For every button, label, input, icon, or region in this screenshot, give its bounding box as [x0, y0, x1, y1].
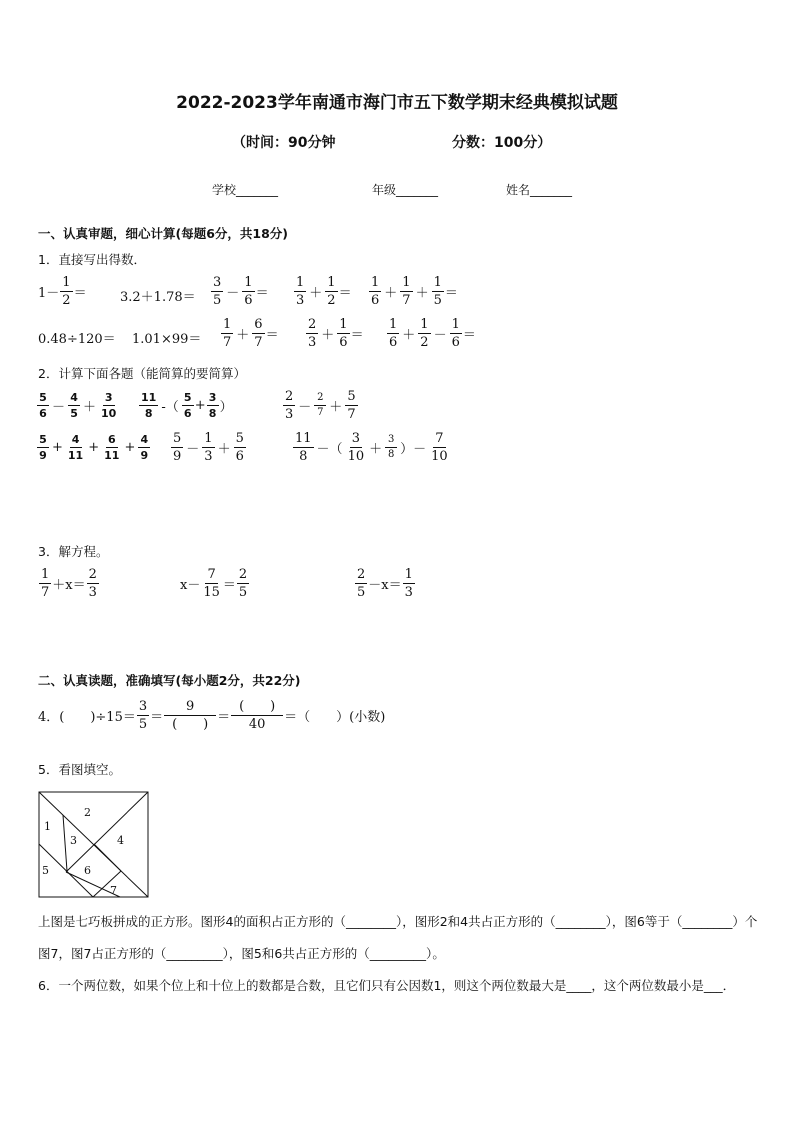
- denominator: 6: [183, 407, 192, 420]
- equals: ＝: [265, 328, 279, 343]
- denominator: 11: [67, 449, 84, 462]
- numerator: 3: [213, 275, 222, 290]
- numerator-blank[interactable]: ( ): [231, 700, 283, 716]
- denominator: 8: [208, 407, 217, 420]
- equals: ＝: [217, 710, 231, 725]
- numerator: 11: [295, 431, 312, 446]
- numerator: 5: [37, 392, 49, 406]
- denominator: 3: [296, 293, 305, 308]
- fraction: [314, 393, 326, 418]
- q1-expr-4: [293, 276, 352, 307]
- fraction: [346, 432, 367, 463]
- q1-expr-10: [386, 318, 476, 349]
- fraction: [171, 432, 183, 463]
- page-title: 2022-2023学年南通市海门市五下数学期末经典模拟试题: [176, 93, 618, 113]
- fraction: [139, 392, 158, 419]
- numerator: 3: [138, 699, 148, 714]
- operator: ＋: [415, 286, 429, 301]
- operator: ＋: [402, 328, 416, 343]
- operator: +: [124, 440, 136, 455]
- denominator: 2: [420, 335, 429, 350]
- fraction: [418, 318, 430, 349]
- numerator: 1: [62, 275, 71, 290]
- numerator: 3: [207, 392, 219, 406]
- school-field[interactable]: 学校_______: [212, 183, 279, 197]
- numerator: 1: [244, 275, 253, 290]
- operator: +: [52, 440, 63, 455]
- fraction: [242, 276, 254, 307]
- equals: ＝: [444, 286, 458, 301]
- operator: +: [194, 398, 206, 413]
- equals: ＝: [255, 286, 269, 301]
- operator: －: [186, 442, 200, 457]
- fraction: [221, 318, 233, 349]
- operator: ＋: [236, 328, 250, 343]
- fraction: [450, 318, 462, 349]
- numerator: 3: [385, 435, 397, 448]
- denominator: 3: [285, 407, 294, 422]
- operator: ＋: [384, 286, 398, 301]
- denominator: 8: [387, 449, 395, 460]
- denominator: 9: [39, 449, 47, 462]
- fraction: [182, 392, 194, 419]
- denominator: 10: [101, 407, 117, 420]
- q1-expr-2: [120, 286, 196, 305]
- equals: ＝: [150, 710, 164, 725]
- figure-label-5: 5: [42, 864, 49, 877]
- denominator: 9: [140, 449, 149, 462]
- fraction: [337, 318, 349, 349]
- denominator: 8: [299, 449, 308, 464]
- fraction: [137, 700, 149, 731]
- numerator: 5: [182, 392, 194, 406]
- fraction: [306, 318, 318, 349]
- denominator: 3: [204, 449, 213, 464]
- denominator: 2: [327, 293, 336, 308]
- fraction: [294, 276, 306, 307]
- numerator: 1: [204, 431, 213, 446]
- numerator: 1: [402, 275, 411, 290]
- numerator: 3: [103, 392, 115, 406]
- question-5-label: 5．看图填空。: [38, 762, 121, 777]
- operator: +: [88, 440, 100, 455]
- denominator: 11: [104, 449, 120, 462]
- numerator: 2: [238, 567, 248, 582]
- denominator: 7: [317, 407, 324, 418]
- denominator: 6: [451, 335, 460, 350]
- equals: ＝: [462, 328, 476, 343]
- numerator: 5: [347, 389, 356, 404]
- fraction: [102, 434, 121, 461]
- figure-label-2: 2: [84, 806, 91, 819]
- q2-expr-4: [36, 434, 151, 461]
- fraction: [60, 276, 72, 307]
- numerator: 2: [308, 317, 317, 332]
- denominator: 5: [70, 407, 78, 420]
- equals: ＝: [338, 286, 352, 301]
- figure-label-7: 7: [110, 884, 117, 897]
- numerator: 7: [207, 567, 216, 582]
- numerator: 1: [433, 275, 442, 290]
- numerator: 5: [37, 434, 49, 448]
- fraction: [387, 318, 399, 349]
- q2-expr-6: [292, 432, 451, 463]
- fraction: [202, 432, 214, 463]
- tangram-figure: [38, 791, 150, 899]
- numerator: 2: [285, 389, 294, 404]
- section-2-heading: 二、认真读题，准确填写(每小题2分，共22分): [38, 673, 301, 688]
- fraction: [87, 568, 99, 599]
- numerator: 7: [435, 431, 444, 446]
- numerator: 11: [141, 391, 157, 404]
- figure-label-1: 1: [44, 820, 51, 833]
- equals: ＝: [73, 286, 87, 301]
- numerator: 1: [389, 317, 398, 332]
- time-label: （时间：90分钟: [232, 135, 336, 151]
- fraction: [234, 432, 246, 463]
- denominator: 9: [173, 449, 182, 464]
- q1-e7-text: 1.01×99＝: [132, 332, 202, 347]
- q1-expr-9: [305, 318, 364, 349]
- fraction: [432, 276, 444, 307]
- paren-close: ）: [219, 400, 233, 415]
- question-1-label: 1．直接写出得数．: [38, 252, 146, 267]
- section-1-heading: 一、认真审题，细心计算(每题6分，共18分): [38, 226, 289, 241]
- numerator: 4: [138, 434, 150, 448]
- tangram-line: [66, 792, 148, 872]
- denominator: 6: [235, 449, 244, 464]
- denominator: 7: [347, 407, 356, 422]
- q1-expr-1: [38, 276, 87, 307]
- question-2-label: 2．计算下面各题（能简算的要简算）: [38, 366, 246, 381]
- fraction: [39, 568, 51, 599]
- name-field[interactable]: 姓名_______: [506, 183, 573, 197]
- fraction: [385, 435, 397, 460]
- operator: ＋: [83, 400, 97, 415]
- question-3-label: 3．解方程。: [38, 544, 109, 559]
- denominator: 5: [138, 717, 148, 732]
- fraction: [237, 568, 249, 599]
- numerator: 6: [254, 317, 263, 332]
- q2-expr-3: [282, 390, 359, 421]
- operator: －（: [316, 442, 343, 457]
- tangram-line: [63, 815, 67, 871]
- q1-expr-7: [132, 328, 201, 347]
- equation-prefix: x－: [180, 578, 201, 593]
- fraction: [138, 434, 150, 461]
- operator: －: [298, 400, 312, 415]
- numerator: 1: [41, 567, 50, 582]
- operator: ＋: [217, 442, 231, 457]
- q3-equation-2: [180, 568, 250, 599]
- fraction: [369, 276, 381, 307]
- denominator-blank[interactable]: ( ): [172, 717, 209, 732]
- operator: ＋: [321, 328, 335, 343]
- denominator: 8: [144, 407, 153, 420]
- equation-middle: －x＝: [368, 578, 402, 593]
- denominator: 15: [203, 585, 220, 600]
- q4-suffix: ＝（ ）(小数): [284, 710, 386, 725]
- denominator: 10: [431, 449, 448, 464]
- figure-label-6: 6: [84, 864, 91, 877]
- numerator: 5: [173, 431, 182, 446]
- numerator: 1: [371, 275, 380, 290]
- fraction: [293, 432, 314, 463]
- q1-expr-3: [210, 276, 269, 307]
- question-5-text: 上图是七巧板拼成的正方形。图形4的面积占正方形的（________），图形2和4共占正方形的（________），图6等于（________）个图7，图7占正方形的（_________），图5和6共占正方形的（_________）。: [38, 914, 758, 961]
- fraction: [355, 568, 367, 599]
- operator: －: [52, 400, 66, 415]
- fraction: [37, 392, 49, 419]
- denominator: 5: [433, 293, 442, 308]
- numerator: 1: [339, 317, 348, 332]
- q2-expr-5: [170, 432, 247, 463]
- figure-label-4: 4: [117, 834, 124, 847]
- numerator: 5: [235, 431, 244, 446]
- denominator: 3: [88, 585, 97, 600]
- fraction: [345, 390, 357, 421]
- denominator: 7: [41, 585, 50, 600]
- denominator: 2: [62, 293, 71, 308]
- numerator: 4: [70, 434, 82, 448]
- q1-expr-6: [38, 328, 116, 347]
- q2-expr-1: [36, 392, 119, 419]
- equation-middle: ＋x＝: [52, 578, 86, 593]
- numerator: 1: [420, 317, 429, 332]
- fraction: [403, 568, 415, 599]
- denominator: 6: [39, 407, 47, 420]
- operator: -（: [161, 400, 179, 415]
- fraction: [325, 276, 337, 307]
- numerator: 2: [88, 567, 97, 582]
- numerator: 2: [357, 567, 366, 582]
- operator: ＋: [369, 442, 383, 457]
- denominator: 7: [254, 335, 263, 350]
- numerator: 1: [296, 275, 305, 290]
- denominator: 5: [238, 585, 248, 600]
- denominator: 6: [371, 293, 380, 308]
- fraction: [37, 434, 49, 461]
- operator: －: [433, 328, 447, 343]
- fraction: [283, 390, 295, 421]
- q1-e1-prefix: 1－: [38, 286, 60, 301]
- fraction: [99, 392, 118, 419]
- denominator: 3: [308, 335, 317, 350]
- denominator: 40: [248, 717, 266, 732]
- denominator: 10: [347, 449, 365, 464]
- question-6-text: 6．一个两位数，如果个位上和十位上的数都是合数，且它们只有公因数1，则这个两位数最大是____，这个两位数最小是___．: [38, 978, 736, 993]
- denominator: 7: [402, 293, 411, 308]
- numerator: 4: [68, 392, 80, 406]
- denominator: 5: [357, 585, 366, 600]
- q1-expr-5: [368, 276, 458, 307]
- tangram-line: [94, 844, 121, 871]
- score-label: 分数：100分）: [452, 135, 552, 151]
- operator: ＋: [309, 286, 323, 301]
- fraction: [164, 700, 216, 731]
- equation-middle: ＝: [222, 578, 236, 593]
- q3-equation-1: [38, 568, 100, 599]
- operator: ＋: [329, 400, 343, 415]
- fraction: [231, 700, 283, 731]
- fraction: [68, 392, 80, 419]
- denominator: 6: [339, 335, 348, 350]
- q1-e6-text: 0.48÷120＝: [38, 332, 116, 347]
- denominator: 7: [223, 335, 232, 350]
- q4-prefix: 4．( )÷15＝: [38, 710, 136, 725]
- operator: －: [226, 286, 240, 301]
- numerator: 1: [223, 317, 232, 332]
- numerator: 1: [327, 275, 336, 290]
- numerator: 9: [164, 700, 216, 716]
- fraction: [66, 434, 85, 461]
- numerator: 1: [404, 567, 413, 582]
- denominator: 3: [404, 585, 413, 600]
- operator: ）－: [400, 442, 427, 457]
- grade-field[interactable]: 年级_______: [372, 183, 439, 197]
- fraction: [429, 432, 450, 463]
- q3-equation-3: [354, 568, 416, 599]
- numerator: 2: [314, 393, 326, 406]
- figure-label-3: 3: [70, 834, 77, 847]
- question-4: [38, 700, 385, 731]
- q1-e2-text: 3.2＋1.78＝: [120, 290, 196, 305]
- fraction: [211, 276, 223, 307]
- denominator: 6: [244, 293, 253, 308]
- fraction: [400, 276, 412, 307]
- fraction: [207, 392, 219, 419]
- equals: ＝: [350, 328, 364, 343]
- numerator: 1: [451, 317, 460, 332]
- q2-expr-2: [138, 392, 233, 419]
- fraction: [201, 568, 222, 599]
- denominator: 6: [389, 335, 398, 350]
- q1-expr-8: [220, 318, 279, 349]
- denominator: 5: [213, 293, 222, 308]
- fraction: [252, 318, 264, 349]
- numerator: 6: [106, 434, 118, 448]
- numerator: 3: [351, 431, 360, 446]
